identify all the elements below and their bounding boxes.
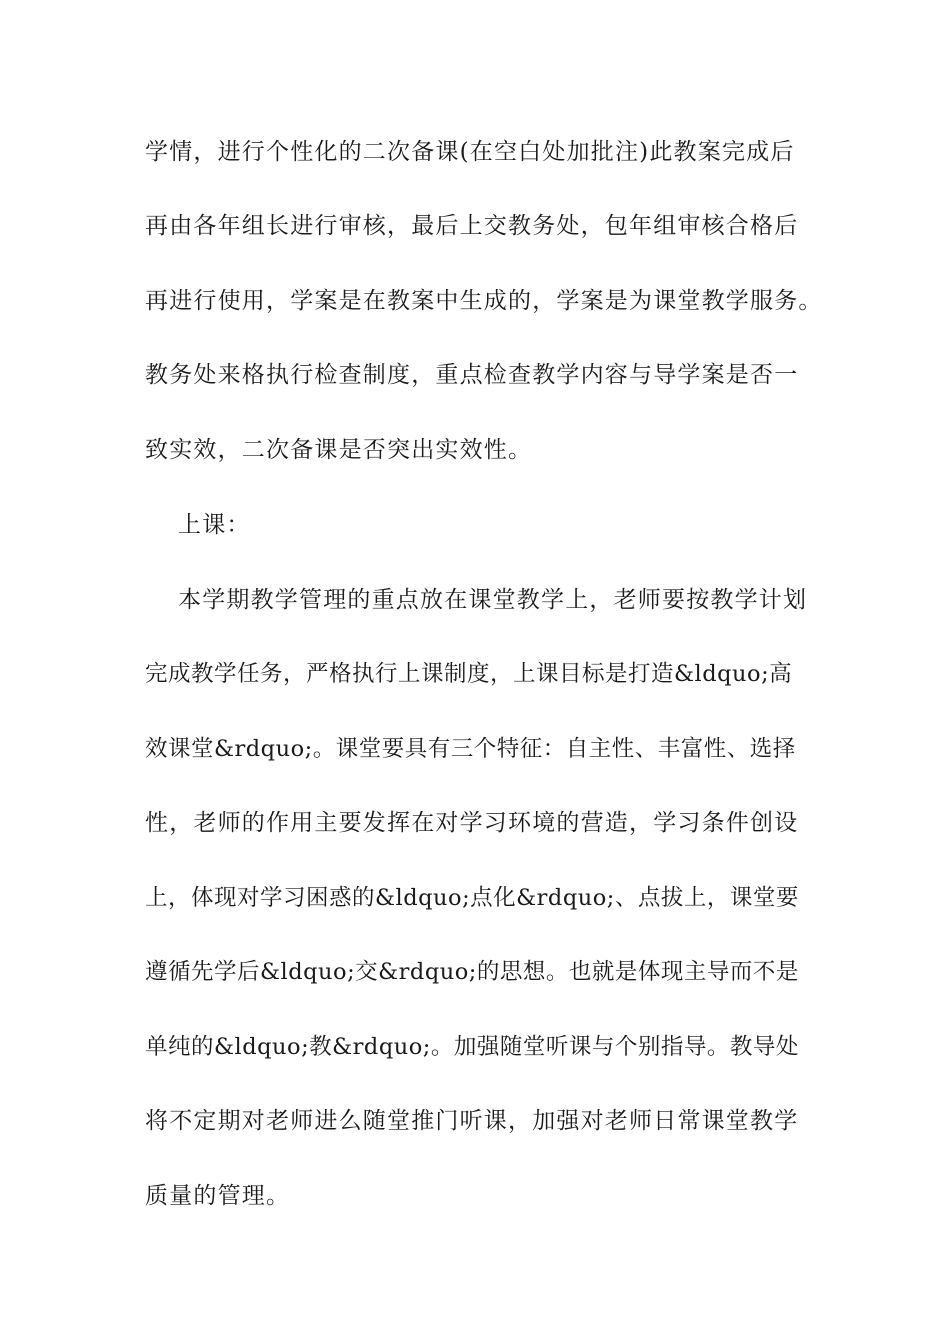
- text-line: 学情，进行个性化的二次备课(在空白处加批注)此教案完成后: [145, 139, 795, 165]
- text-line: 上，体现对学习困惑的&ldquo;点化&rdquo;、点拔上，课堂要: [145, 885, 799, 911]
- text-line: 单纯的&ldquo;教&rdquo;。加强随堂听课与个别指导。教导处: [145, 1034, 799, 1060]
- text-line: 效课堂&rdquo;。课堂要具有三个特征：自主性、丰富性、选择: [145, 736, 796, 762]
- text-line: 将不定期对老师进么随堂推门听课，加强对老师日常课堂教学: [145, 1108, 799, 1134]
- text-line: 再由各年组长进行审核，最后上交教务处，包年组审核合格后: [145, 213, 799, 239]
- text-line: 致实效，二次备课是否突出实效性。: [145, 437, 533, 463]
- paragraph-first-line: 本学期教学管理的重点放在课堂教学上，老师要按教学计划: [178, 587, 808, 613]
- text-line: 遵循先学后&ldquo;交&rdquo;的思想。也就是体现主导而不是: [145, 959, 799, 985]
- text-line: 性，老师的作用主要发挥在对学习环境的营造，学习条件创设: [145, 810, 799, 836]
- text-line: 质量的管理。: [145, 1183, 291, 1209]
- text-line: 教务处来格执行检查制度，重点检查教学内容与导学案是否一: [145, 362, 799, 388]
- text-line: 再进行使用，学案是在教案中生成的，学案是为课堂教学服务。: [145, 288, 823, 314]
- section-heading: 上课：: [178, 512, 251, 538]
- text-line: 完成教学任务，严格执行上课制度，上课目标是打造&ldquo;高: [145, 661, 793, 687]
